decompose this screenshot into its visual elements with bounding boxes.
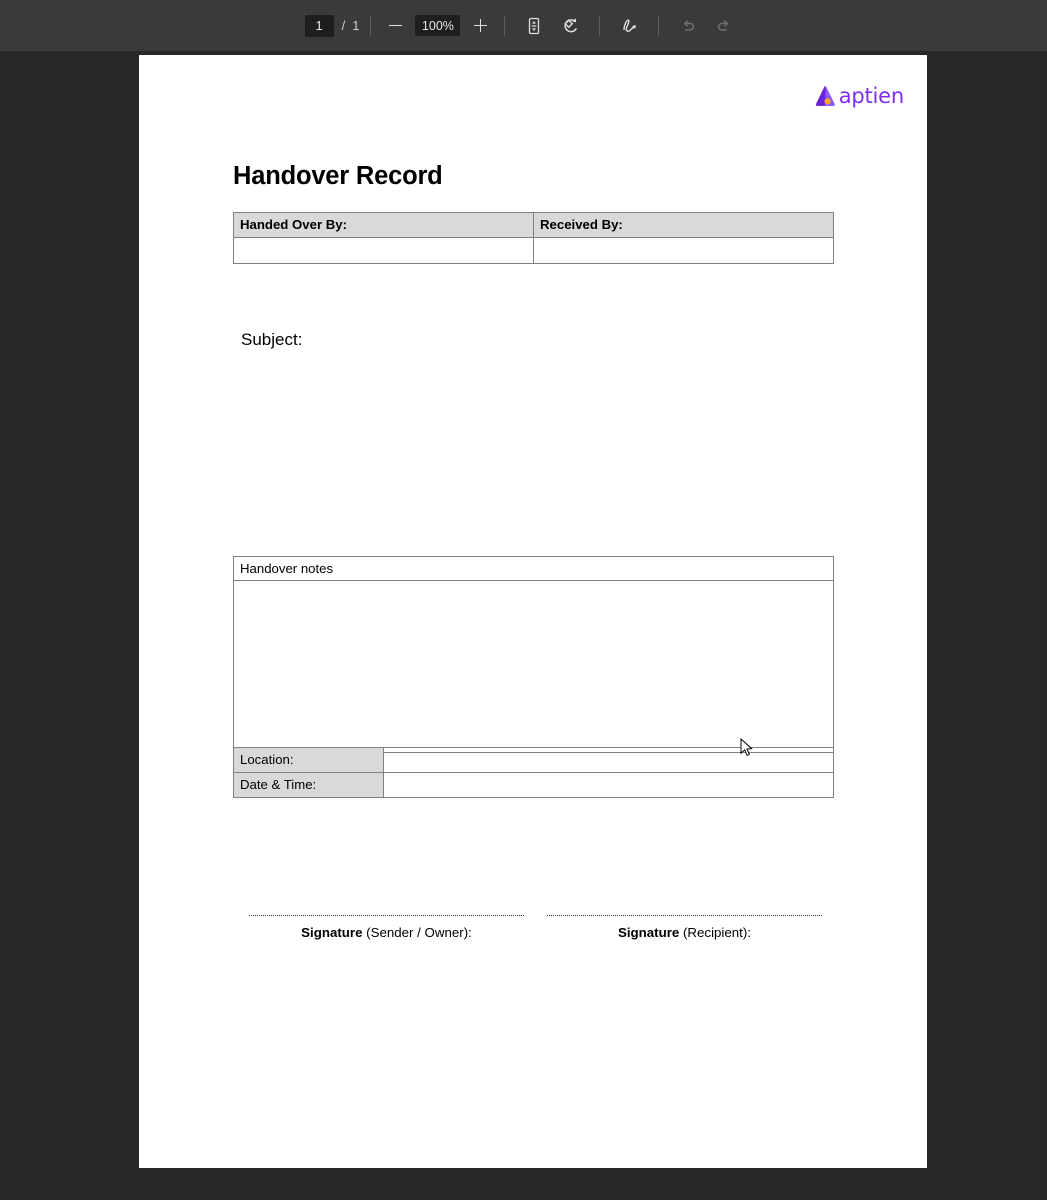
received-by-header: Received By: [534, 213, 834, 238]
page-separator: / [341, 18, 346, 33]
signature-line[interactable] [249, 910, 524, 916]
datetime-field[interactable] [384, 773, 834, 798]
zoom-controls-group [382, 13, 493, 39]
page-number-input[interactable] [305, 15, 334, 37]
zoom-in-button[interactable] [467, 13, 493, 39]
fit-page-icon [525, 17, 543, 35]
page-title: Handover Record [233, 162, 443, 190]
rotate-button[interactable] [555, 11, 585, 41]
table-row [234, 238, 834, 264]
table-row [234, 581, 834, 753]
toolbar-divider [599, 16, 600, 36]
zoom-out-button[interactable] [382, 13, 408, 39]
subject-label: Subject: [241, 330, 303, 349]
minus-icon [389, 25, 402, 27]
datetime-label-cell: Date & Time: [234, 773, 384, 798]
location-field[interactable] [384, 748, 834, 773]
table-row [234, 773, 834, 798]
location-label-cell: Location: [234, 748, 384, 773]
sender-signature-caption [249, 925, 524, 940]
annotation-group [611, 11, 647, 41]
meta-table [233, 747, 834, 798]
pdf-viewer-toolbar [0, 0, 1047, 51]
recipient-signature-block [547, 910, 822, 940]
zoom-level-display[interactable]: 100% [415, 15, 460, 36]
table-row [234, 557, 834, 581]
page-view-group [516, 11, 588, 41]
history-group [670, 11, 742, 41]
page-navigation-group [305, 15, 360, 37]
handover-notes-field[interactable] [234, 581, 834, 753]
toolbar-divider [504, 16, 505, 36]
received-by-field[interactable] [534, 238, 834, 264]
recipient-signature-caption [547, 925, 822, 940]
pdf-page [139, 55, 927, 1168]
sender-signature-rest: (Sender / Owner): [362, 925, 472, 940]
toolbar-divider [370, 16, 371, 36]
recipient-signature-rest: (Recipient): [679, 925, 751, 940]
recipient-signature-bold: Signature [617, 925, 680, 940]
signature-line[interactable] [547, 910, 822, 916]
sender-signature-block [249, 910, 524, 940]
undo-button[interactable] [673, 11, 703, 41]
undo-icon [679, 17, 697, 35]
table-row [234, 213, 834, 238]
redo-button[interactable] [709, 11, 739, 41]
redo-icon [715, 17, 733, 35]
toolbar-divider [658, 16, 659, 36]
aptien-logo-text: aptien [838, 84, 904, 108]
signature-draw-icon [619, 16, 639, 36]
handed-over-by-field[interactable] [234, 238, 534, 264]
handed-over-by-header: Handed Over By: [234, 213, 534, 238]
table-row [234, 748, 834, 773]
plus-icon [474, 19, 487, 32]
draw-signature-button[interactable] [614, 11, 644, 41]
aptien-logo-mark-icon [815, 85, 836, 108]
parties-table [233, 212, 834, 264]
handover-notes-header: Handover notes [234, 557, 834, 581]
fit-page-button[interactable] [519, 11, 549, 41]
aptien-logo [815, 85, 904, 108]
handover-notes-table [233, 556, 834, 753]
total-pages-label: 1 [352, 18, 360, 33]
rotate-counterclockwise-icon [561, 16, 580, 35]
sender-signature-bold: Signature [301, 925, 363, 940]
